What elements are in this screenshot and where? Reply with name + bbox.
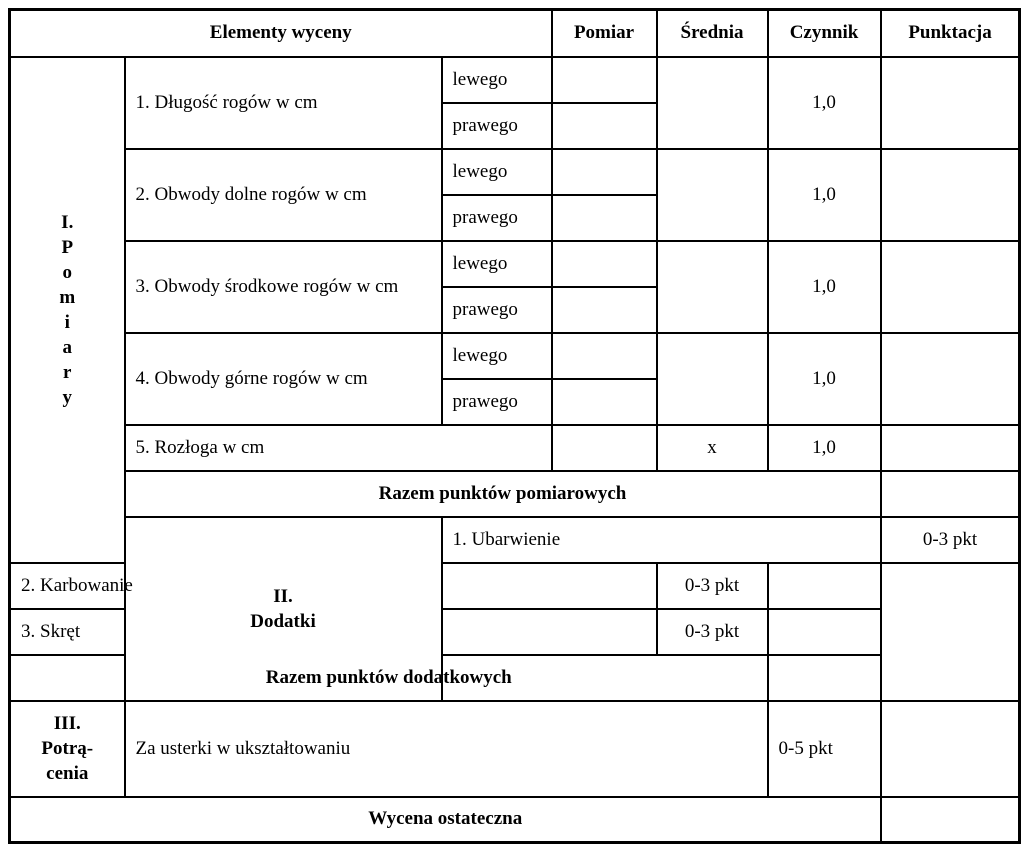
factor-1: 1,0 [768,57,881,149]
addition-name-2: 2. Karbowanie [10,563,657,609]
section-additions-label: II. Dodatki [125,517,442,701]
measurement-row-4-left [10,333,1020,379]
score-cell [768,563,881,609]
spread-row [10,425,1020,471]
addition-factor-3: 0-3 pkt [657,609,768,655]
measure-cell [552,149,657,195]
addition-name-1: 1. Ubarwienie [442,517,881,563]
antler-valuation-table [8,8,1021,844]
measure-cell [552,425,657,471]
deduction-name: Za usterki w ukształtowaniu [125,701,768,797]
side-right-4: prawego [442,379,552,425]
score-cell [881,797,1020,843]
side-left-4: lewego [442,333,552,379]
addition-factor-2: 0-3 pkt [657,563,768,609]
deduction-row [10,701,1020,797]
factor-3: 1,0 [768,241,881,333]
score-cell [881,471,1020,517]
measure-cell [552,195,657,241]
measurement-row-2-left [10,149,1020,195]
score-cell [881,57,1020,149]
antler-valuation-table-container [8,8,1018,844]
average-cell [657,241,768,333]
addition-name-3: 3. Skręt [10,609,657,655]
spread-name: 5. Rozłoga w cm [125,425,552,471]
header-average: Średnia [657,10,768,57]
addition-row-3 [10,609,1020,655]
score-cell [881,333,1020,425]
measurement-row-3-left [10,241,1020,287]
section-deductions-label: III. Potrą- cenia [10,701,125,797]
measurement-row-1-left [10,57,1020,103]
header-factor: Czynnik [768,10,881,57]
measurement-name-4: 4. Obwody górne rogów w cm [125,333,442,425]
spread-average: x [657,425,768,471]
spread-factor: 1,0 [768,425,881,471]
score-cell [881,701,1020,797]
factor-2: 1,0 [768,149,881,241]
score-cell [881,425,1020,471]
addition-factor-1: 0-3 pkt [881,517,1020,563]
final-label: Wycena ostateczna [10,797,881,843]
addition-row-1 [10,517,1020,563]
average-cell [657,57,768,149]
header-measure: Pomiar [552,10,657,57]
measurements-total-label: Razem punktów pomiarowych [125,471,881,517]
measurement-name-1: 1. Długość rogów w cm [125,57,442,149]
average-cell [657,333,768,425]
measurements-total-row [10,471,1020,517]
measure-cell [552,57,657,103]
side-left-2: lewego [442,149,552,195]
average-cell [657,149,768,241]
measure-cell [552,333,657,379]
additions-total-label: Razem punktów dodatkowych [10,655,768,701]
addition-row-2 [10,563,1020,609]
score-cell [768,609,881,655]
side-right-2: prawego [442,195,552,241]
measurement-name-2: 2. Obwody dolne rogów w cm [125,149,442,241]
side-left-1: lewego [442,57,552,103]
measure-cell [552,379,657,425]
side-right-1: prawego [442,103,552,149]
score-cell [768,655,881,701]
deduction-factor: 0-5 pkt [768,701,881,797]
header-row [10,10,1020,57]
measurement-name-3: 3. Obwody środkowe rogów w cm [125,241,442,333]
score-cell [881,241,1020,333]
measure-cell [552,103,657,149]
additions-total-row [10,655,1020,701]
score-cell [881,149,1020,241]
final-row [10,797,1020,843]
section-measurements-label: I. P o m i a r y [10,57,125,563]
side-right-3: prawego [442,287,552,333]
measure-cell [552,287,657,333]
side-left-3: lewego [442,241,552,287]
header-elements: Elementy wyceny [10,10,552,57]
header-score: Punktacja [881,10,1020,57]
measure-cell [552,241,657,287]
factor-4: 1,0 [768,333,881,425]
